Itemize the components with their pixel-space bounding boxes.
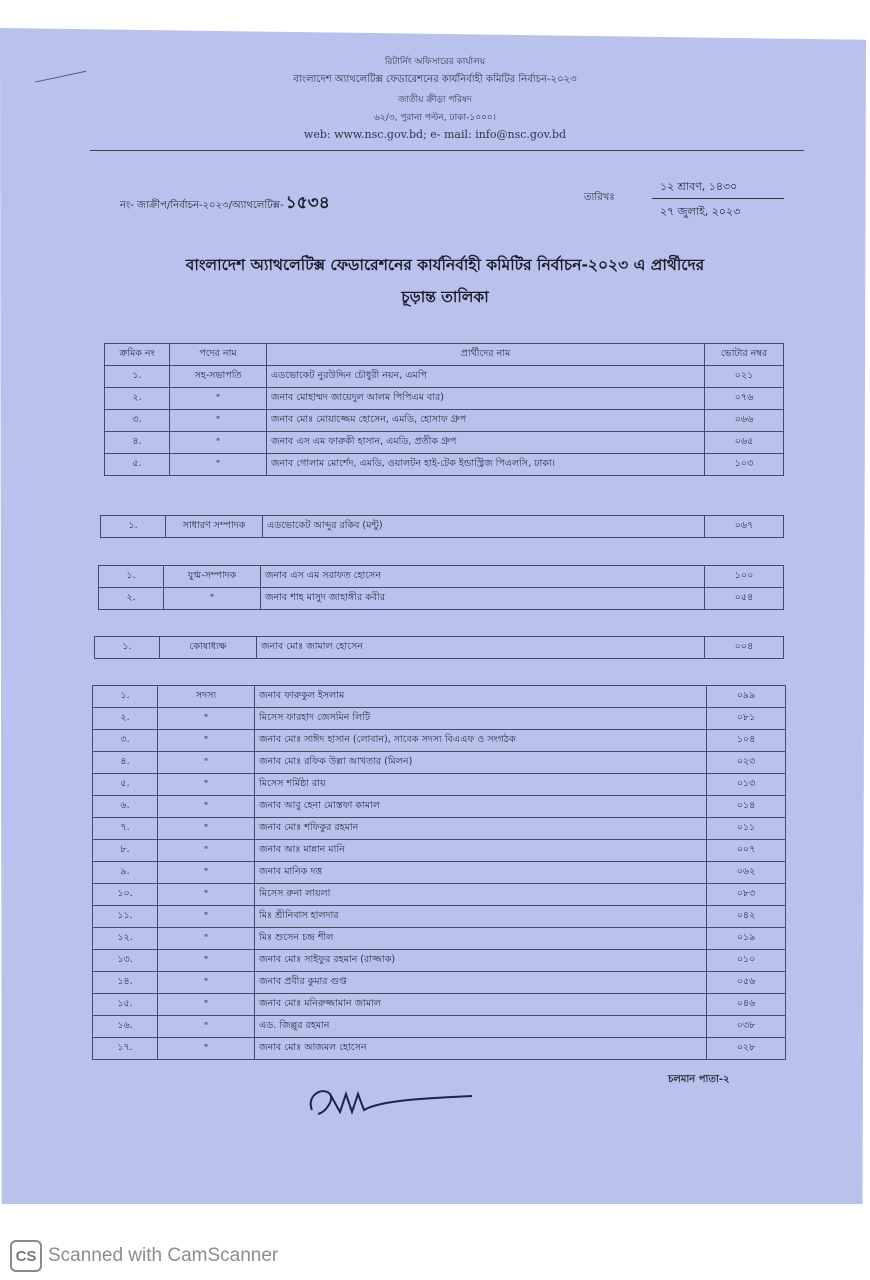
voter-number-cell: ০৯৯ (707, 686, 786, 708)
voter-number-cell: ০৬৭ (705, 516, 784, 538)
table-row (93, 950, 786, 972)
camscanner-text: Scanned with CamScanner (48, 1245, 279, 1266)
post-cell: " (170, 454, 267, 476)
candidate-name-cell: জনাব মোঃ সাঈদ হাসান (লোবান), সাবেক সদস্য বিএএফ ও সংগঠক (255, 730, 707, 752)
post-cell: সহ-সভাপতি (170, 366, 267, 388)
candidate-name-cell: জনাব মোঃ রফিক উল্লা আখতার (মিলন) (255, 752, 707, 774)
voter-number-cell: ০১০ (707, 950, 786, 972)
voter-number-cell: ০২৩ (707, 752, 786, 774)
serial-cell: ৪. (105, 432, 170, 454)
voter-number-cell: ০৬৫ (705, 432, 784, 454)
header-voter-no: ভোটার নম্বর (705, 344, 784, 366)
candidate-name-cell: মিঃ শুসেন চন্দ্র শীল (255, 928, 707, 950)
table-row (105, 388, 784, 410)
post-cell: " (158, 884, 255, 906)
memo-handwritten-number: ১৫৩৪ (285, 193, 330, 213)
web-email: web: www.nsc.gov.bd; e- mail: info@nsc.gov.bd (303, 128, 567, 141)
serial-cell: ৩. (93, 730, 158, 752)
voter-number-cell: ১০৩ (705, 454, 784, 476)
voter-number-cell: ০৬৬ (705, 410, 784, 432)
candidate-name-cell: জনাব আবু হেনা মোস্তফা কামাল (255, 796, 707, 818)
voter-number-cell: ০২৮ (707, 1038, 786, 1060)
serial-cell: ৭. (93, 818, 158, 840)
voter-number-cell: ০৮৩ (707, 884, 786, 906)
post-cell: " (158, 994, 255, 1016)
post-cell: সদস্য (158, 686, 255, 708)
voter-number-cell: ০৮১ (707, 708, 786, 730)
serial-cell: ১৫. (93, 994, 158, 1016)
date-label: তারিখঃ (584, 192, 615, 203)
candidate-name-cell: জনাব মোঃ সাইফুর রহমান (রাজ্জাক) (255, 950, 707, 972)
table-row (95, 637, 784, 659)
date-bangla: ১২ শ্রাবণ, ১৪৩০ (660, 180, 738, 193)
serial-cell: ২. (105, 388, 170, 410)
voter-number-cell: ০০৪ (705, 637, 784, 659)
post-cell: " (164, 588, 261, 610)
members-table (92, 685, 786, 1060)
post-cell: " (158, 840, 255, 862)
document-subtitle: চূড়ান্ত তালিকা (401, 288, 489, 306)
candidate-name-cell: জনাব মানিক দত্ত (255, 862, 707, 884)
table-row (101, 516, 784, 538)
candidate-name-cell: জনাব শাহ মাসুদ জাহাঙ্গীর কবীর (261, 588, 705, 610)
date-gregorian: ২৭ জুলাই, ২০২৩ (660, 205, 741, 218)
document-title: বাংলাদেশ অ্যাথলেটিক্স ফেডারেশনের কার্যনির্বাহী কমিটির নির্বাচন-২০২৩ এ প্রার্থীদের (185, 256, 705, 274)
candidate-name-cell: মিসেস ফারহাদ জেসমিন লিটি (255, 708, 707, 730)
table-row (93, 840, 786, 862)
post-cell: " (170, 432, 267, 454)
serial-cell: ২. (93, 708, 158, 730)
table-row (93, 906, 786, 928)
table-row (93, 730, 786, 752)
voter-number-cell: ০১৪ (707, 796, 786, 818)
post-cell: কোষাধ্যক্ষ (160, 637, 257, 659)
candidate-name-cell: জনাব মোঃ শফিকুর রহমান (255, 818, 707, 840)
serial-cell: ৫. (105, 454, 170, 476)
table-row (93, 774, 786, 796)
candidate-name-cell: জনাব মোঃ মোয়াজ্জেম হোসেন, এমডি, হোসাফ গ্রুপ (267, 410, 705, 432)
post-cell: সাধারণ সম্পাদক (166, 516, 263, 538)
table-row (105, 454, 784, 476)
post-cell: " (158, 906, 255, 928)
election-name: বাংলাদেশ অ্যাথলেটিক্স ফেডারেশনের কার্যনির্বাহী কমিটির নির্বাচন-২০২৩ (293, 74, 577, 85)
voter-number-cell: ০১১ (707, 818, 786, 840)
table-row (93, 818, 786, 840)
serial-cell: ৩. (105, 410, 170, 432)
serial-cell: ১৪. (93, 972, 158, 994)
post-cell: " (158, 818, 255, 840)
camscanner-watermark (10, 1240, 278, 1272)
signature (300, 1080, 480, 1124)
voter-number-cell: ১০৪ (707, 730, 786, 752)
voter-number-cell: ০৪৬ (707, 994, 786, 1016)
voter-number-cell: ১০০ (705, 566, 784, 588)
serial-cell: ১০. (93, 884, 158, 906)
post-cell: " (158, 796, 255, 818)
serial-cell: ১. (101, 516, 166, 538)
serial-cell: ১৬. (93, 1016, 158, 1038)
continued-page-note: চলমান পাতা-২ (668, 1074, 730, 1085)
post-cell: " (158, 730, 255, 752)
table-row (93, 928, 786, 950)
table-row (93, 1016, 786, 1038)
serial-cell: ১. (105, 366, 170, 388)
post-cell: " (158, 1038, 255, 1060)
table-row (93, 686, 786, 708)
general-secretary-table (100, 515, 784, 538)
header-divider (90, 150, 804, 151)
candidate-name-cell: জনাব আঃ মান্নান মানি (255, 840, 707, 862)
table-row (93, 994, 786, 1016)
serial-cell: ৬. (93, 796, 158, 818)
table-row (93, 1038, 786, 1060)
serial-cell: ১২. (93, 928, 158, 950)
post-cell: " (158, 972, 255, 994)
table-row (105, 432, 784, 454)
header-candidate: প্রার্থীদের নাম (267, 344, 705, 366)
voter-number-cell: ০২১ (705, 366, 784, 388)
voter-number-cell: ০৬২ (707, 862, 786, 884)
council-name: জাতীয় ক্রীড়া পরিষদ (398, 95, 472, 105)
serial-cell: ১৭. (93, 1038, 158, 1060)
post-cell: " (158, 708, 255, 730)
candidate-name-cell: মিঃ শ্রীনিবাস হালদার (255, 906, 707, 928)
office-name: রিটার্নিং অফিসারের কার্যালয় (384, 57, 486, 67)
vice-president-table (104, 343, 784, 476)
serial-cell: ১৩. (93, 950, 158, 972)
post-cell: " (158, 950, 255, 972)
voter-number-cell: ০৫৬ (707, 972, 786, 994)
candidate-name-cell: এডভোকেট আব্দুর রকিব (মন্টু) (263, 516, 705, 538)
table-row (93, 796, 786, 818)
candidate-name-cell: এডভোকেট নুরউদ্দিন চৌধুরী নয়ন, এমপি (267, 366, 705, 388)
voter-number-cell: ০০৭ (707, 840, 786, 862)
date-divider (652, 198, 784, 199)
memo-number (120, 190, 330, 218)
header-post: পদের নাম (170, 344, 267, 366)
table-row (93, 884, 786, 906)
candidate-name-cell: জনাব মোহাম্মদ জায়েদুল আলম পিপিএম বার) (267, 388, 705, 410)
candidate-name-cell: জনাব গোলাম মোর্শেদ, এমডি, ওয়ালটন হাই-টেক ইন্ডাস্ট্রিজ পিএলসি, ঢাকা। (267, 454, 705, 476)
post-cell: " (158, 928, 255, 950)
voter-number-cell: ০৪২ (707, 906, 786, 928)
table-row (105, 410, 784, 432)
table-row (93, 752, 786, 774)
candidate-name-cell: জনাব মোঃ আজমল হোসেন (255, 1038, 707, 1060)
table-row (99, 588, 784, 610)
candidate-name-cell: জনাব প্রবীর কুমার গুপ্ত (255, 972, 707, 994)
serial-cell: ২. (99, 588, 164, 610)
voter-number-cell: ০৫৪ (705, 588, 784, 610)
serial-cell: ৯. (93, 862, 158, 884)
voter-number-cell: ০১৩ (707, 774, 786, 796)
header-serial: ক্রমিক নং (105, 344, 170, 366)
post-cell: " (158, 1016, 255, 1038)
post-cell: যুগ্ম-সম্পাদক (164, 566, 261, 588)
voter-number-cell: ০৩৮ (707, 1016, 786, 1038)
candidate-name-cell: জনাব মোঃ জামাল হোসেন (257, 637, 705, 659)
candidate-name-cell: জনাব এস এম সরাফত হোসেন (261, 566, 705, 588)
table-row (99, 566, 784, 588)
table-row (105, 366, 784, 388)
table-row (93, 862, 786, 884)
serial-cell: ১. (93, 686, 158, 708)
voter-number-cell: ০১৯ (707, 928, 786, 950)
post-cell: " (158, 752, 255, 774)
serial-cell: ১. (99, 566, 164, 588)
candidate-name-cell: মিসেস রুনা লায়লা (255, 884, 707, 906)
address: ৬২/৩, পুরানা পল্টন, ঢাকা-১০০০। (374, 113, 496, 123)
table-row (93, 972, 786, 994)
table-row (93, 708, 786, 730)
voter-number-cell: ০৭৬ (705, 388, 784, 410)
candidate-name-cell: জনাব ফারুকুল ইসলাম (255, 686, 707, 708)
candidate-name-cell: জনাব মোঃ মনিরুজ্জামান জামাল (255, 994, 707, 1016)
post-cell: " (170, 388, 267, 410)
serial-cell: ১. (95, 637, 160, 659)
joint-secretary-table (98, 565, 784, 610)
candidate-name-cell: এড. জিল্লুর রহমান (255, 1016, 707, 1038)
camscanner-logo-icon: CS (10, 1240, 42, 1272)
post-cell: " (170, 410, 267, 432)
post-cell: " (158, 862, 255, 884)
candidate-name-cell: জনাব এস এম ফারুকী হাসান, এমডি, প্রতীক গ্রুপ (267, 432, 705, 454)
post-cell: " (158, 774, 255, 796)
table-header-row (105, 344, 784, 366)
treasurer-table (94, 636, 784, 659)
candidate-name-cell: মিসেস শর্মিষ্ঠা রায় (255, 774, 707, 796)
serial-cell: ৫. (93, 774, 158, 796)
memo-prefix: নং- জাক্রীপ/নির্বাচন-২০২৩/অ্যাথলেটিক্স- (120, 200, 284, 211)
serial-cell: ১১. (93, 906, 158, 928)
serial-cell: ৪. (93, 752, 158, 774)
serial-cell: ৮. (93, 840, 158, 862)
